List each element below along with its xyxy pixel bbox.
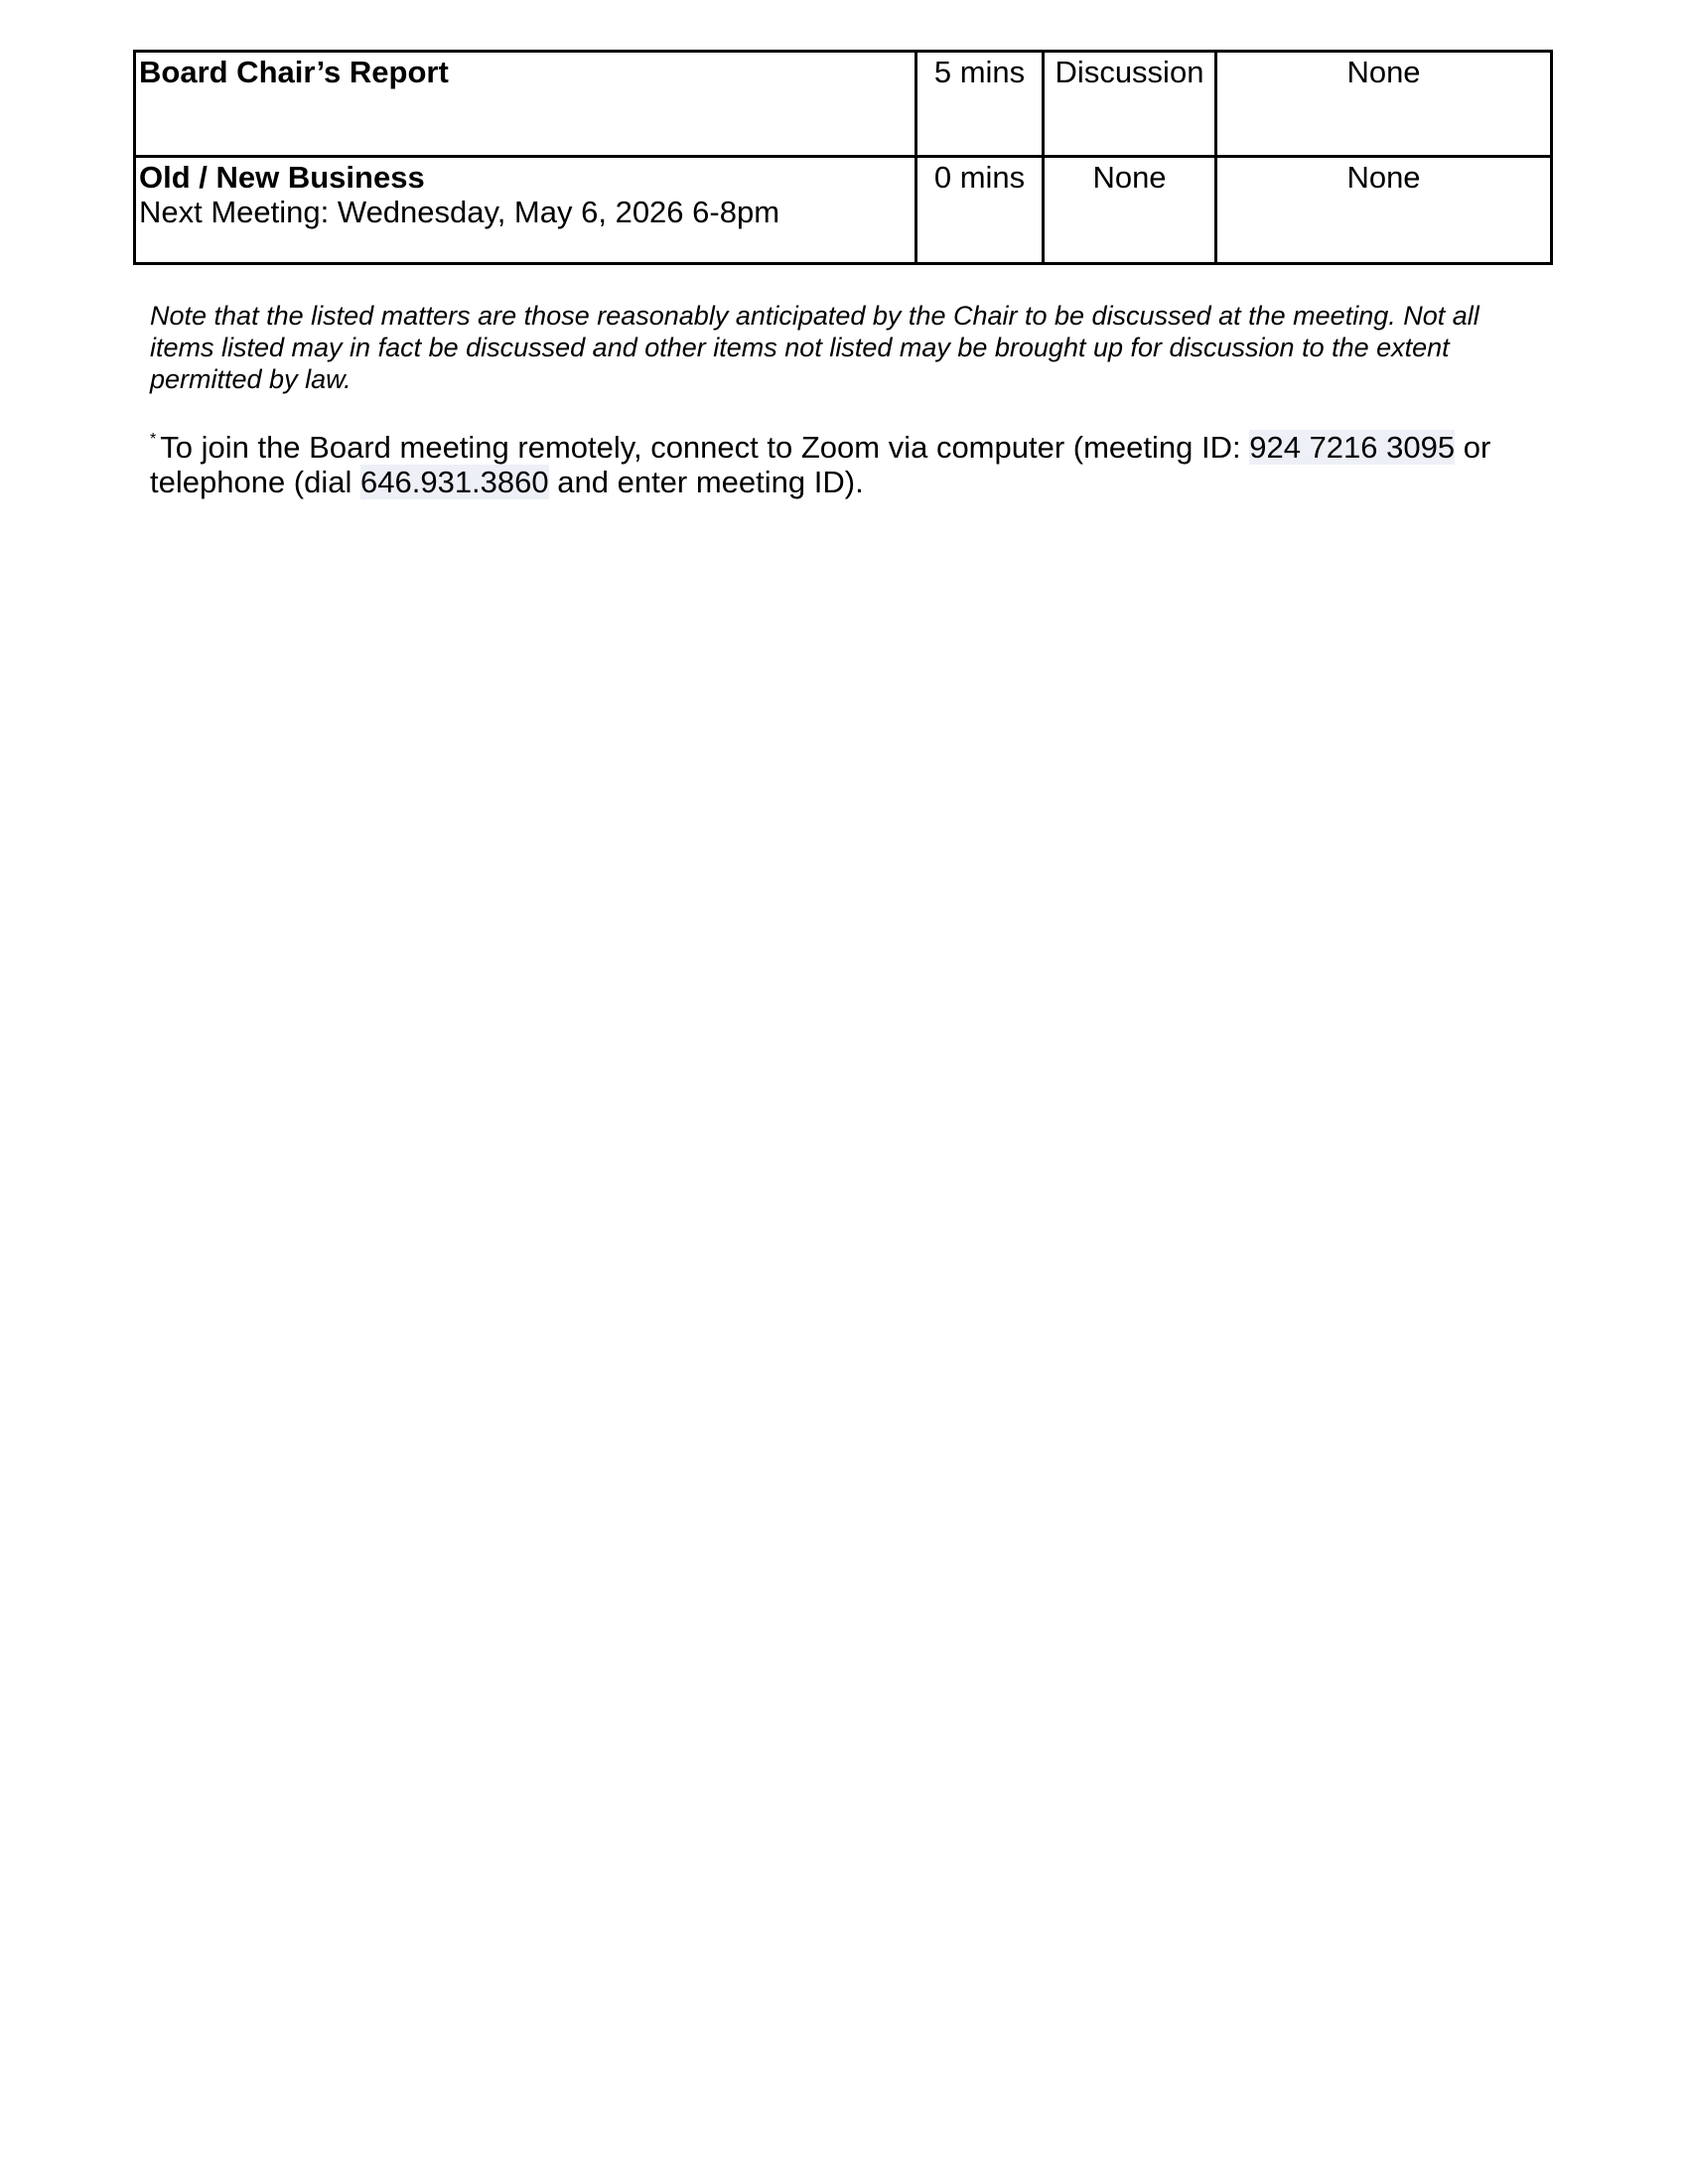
table-row	[135, 52, 1552, 157]
zoom-text-middle: or telephone (dial	[150, 430, 1491, 499]
agenda-time-cell: 0 mins	[916, 157, 1044, 264]
agenda-item-cell	[135, 157, 916, 264]
agenda-table	[133, 50, 1553, 265]
agenda-materials-cell: None	[1216, 52, 1552, 157]
agenda-time-cell: 5 mins	[916, 52, 1044, 157]
zoom-instructions	[150, 430, 1540, 499]
agenda-type-cell: None	[1044, 157, 1216, 264]
agenda-type-cell: Discussion	[1044, 52, 1216, 157]
agenda-materials-cell: None	[1216, 157, 1552, 264]
agenda-item-title: Board Chair’s Report	[139, 55, 449, 89]
table-row	[135, 157, 1552, 264]
agenda-item-title: Old / New Business	[139, 160, 425, 195]
phone-number-link[interactable]: 646.931.3860	[360, 465, 549, 499]
footnote-marker: *	[150, 431, 157, 448]
zoom-text-intro: To join the Board meeting remotely, connect to Zoom via computer (meeting ID:	[160, 430, 1250, 465]
meeting-id-link[interactable]: 924 7216 3095	[1249, 430, 1456, 465]
next-meeting-text: Next Meeting: Wednesday, May 6, 2026 6-8pm	[139, 195, 780, 229]
disclaimer-note: Note that the listed matters are those reasonably anticipated by the Chair to be discussed at the meeting. Not all items listed may in fact be discussed and other items not listed may be brought up for discussion to the extent permitted by law.	[150, 301, 1479, 394]
agenda-item-cell	[135, 52, 916, 157]
zoom-text-end: and enter meeting ID).	[548, 465, 864, 499]
